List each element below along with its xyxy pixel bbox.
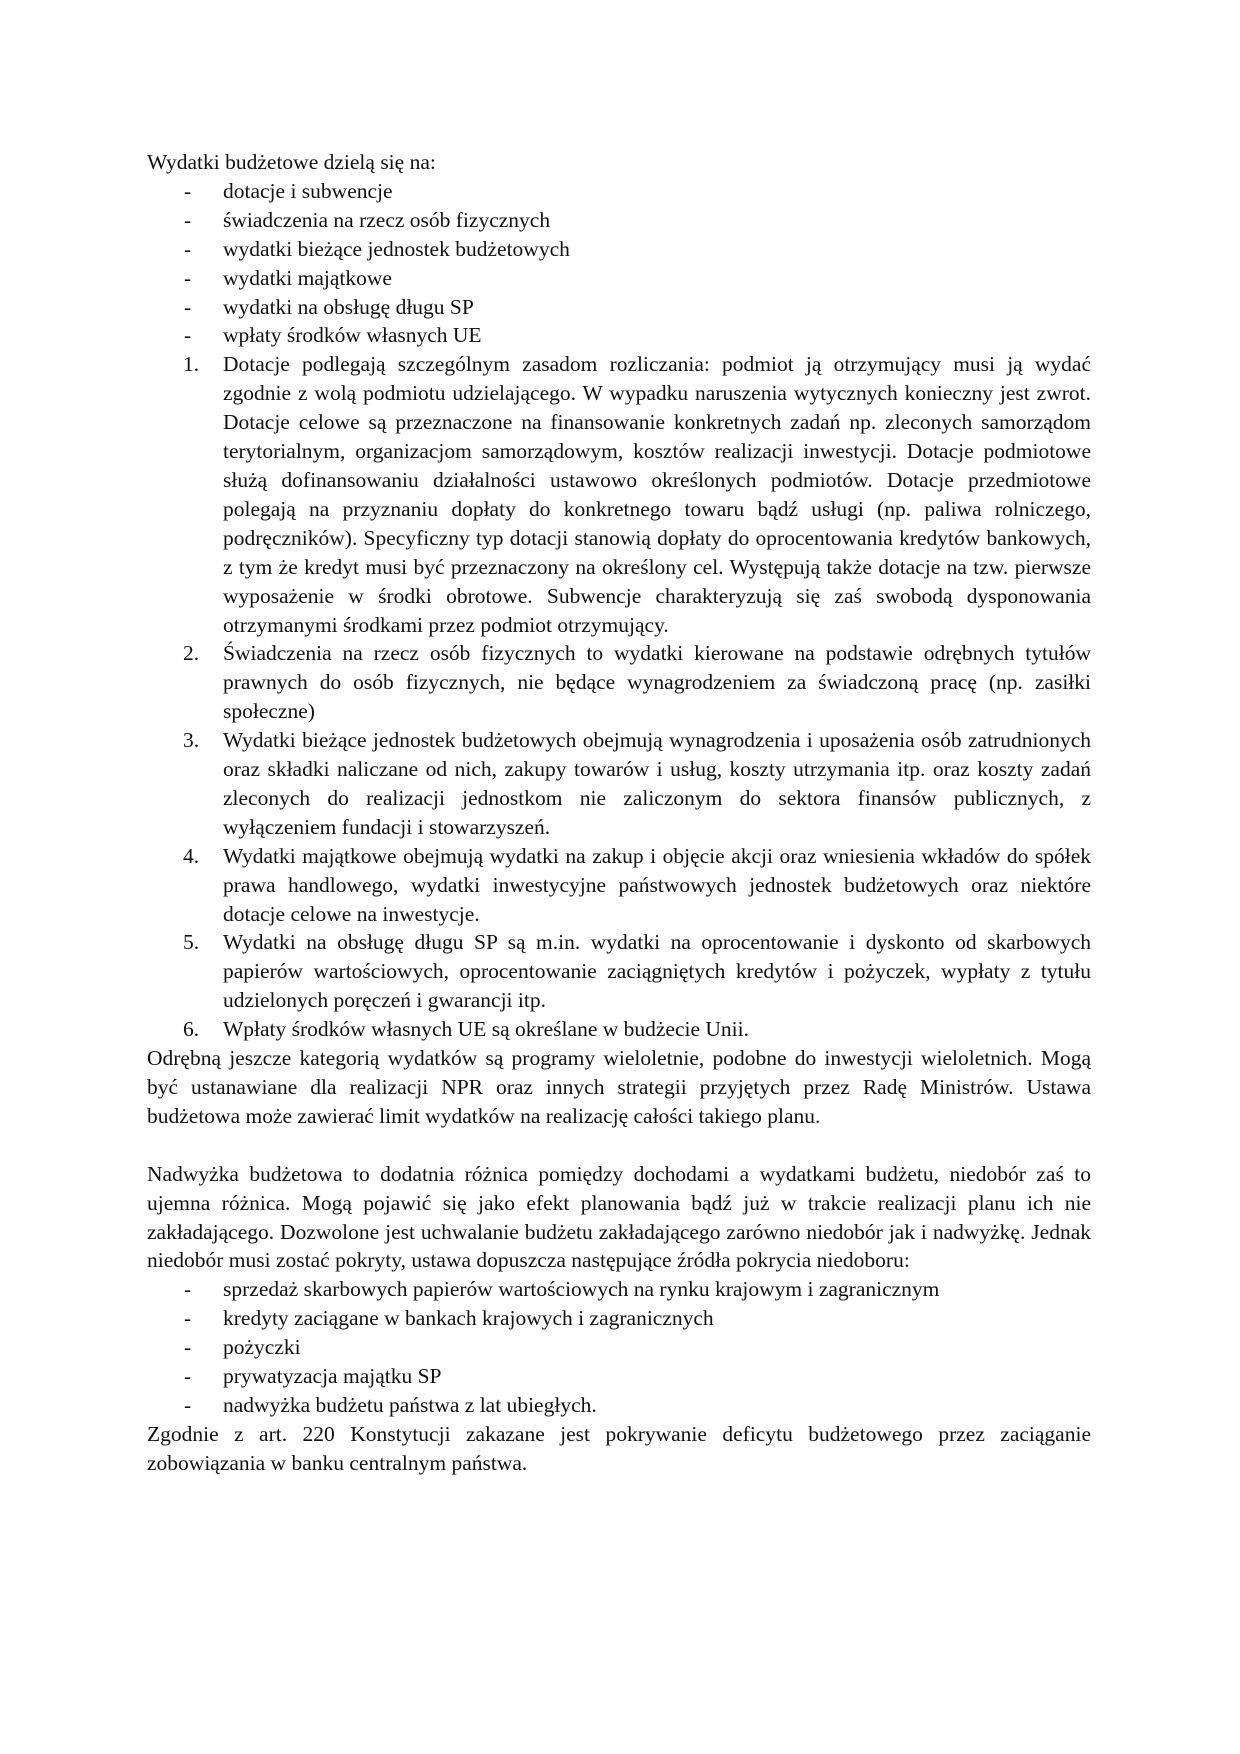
numbered-item — [147, 842, 1091, 929]
list-item-text: sprzedaż skarbowych papierów wartościowych na rynku krajowym i zagranicznym — [223, 1277, 940, 1302]
item-text: Wydatki bieżące jednostek budżetowych obejmują wynagrodzenia i uposażenia osób zatrudnionych oraz składki naliczane od nich, zakupy towarów i usług, koszty utrzymania itp. oraz koszty zadań zleconych do realizacji jednostkom nie zaliczonym do sektora finansów publicznych, z wyłączeniem fundacji i stowarzyszeń. — [223, 728, 1091, 839]
list-item-text: pożyczki — [223, 1335, 301, 1360]
item-number: 4. — [183, 843, 200, 868]
list-item-text: prywatyzacja majątku SP — [223, 1364, 442, 1389]
dash-bullet: - — [184, 207, 192, 232]
list-item-text: kredyty zaciągane w bankach krajowych i zagranicznych — [223, 1306, 714, 1331]
dash-bullet: - — [184, 1335, 192, 1360]
item-number: 6. — [183, 1017, 200, 1042]
list-item-text: świadczenia na rzecz osób fizycznych — [223, 207, 551, 232]
list-item-text: dotacje i subwencje — [223, 178, 393, 203]
intro-line: Wydatki budżetowe dzielą się na: — [147, 150, 436, 174]
item-number: 5. — [183, 930, 200, 955]
deficit-sources-list — [147, 1275, 1091, 1420]
item-text: Wydatki majątkowe obejmują wydatki na zakup i objęcie akcji oraz wniesienia wkładów do spółek prawa handlowego, wydatki inwestycyjne państwowych jednostek budżetowych oraz niektóre dotacje celowe na inwestycje. — [223, 843, 1091, 926]
list-item-text: wydatki na obsługę długu SP — [223, 294, 474, 319]
explanations-list — [147, 350, 1091, 1044]
list-item — [147, 1333, 1091, 1362]
list-item — [147, 206, 1091, 235]
multiyear-paragraph: Odrębną jeszcze kategorią wydatków są programy wieloletnie, podobne do inwestycji wieloletnich. Mogą być ustanawiane dla realizacji NPR oraz innych strategii przyjętych przez Radę Ministrów. Ustawa budżetowa może zawierać limit wydatków na realizację całości takiego planu. — [147, 1046, 1091, 1128]
dash-bullet: - — [184, 323, 192, 348]
numbered-item — [147, 1015, 1091, 1044]
list-item-text: wpłaty środków własnych UE — [223, 323, 482, 348]
item-text: Świadczenia na rzecz osób fizycznych to wydatki kierowane na podstawie odrębnych tytułów prawnych do osób fizycznych, nie będące wynagrodzeniem za świadczoną pracę (np. zasiłki społeczne) — [223, 641, 1091, 724]
blank-line — [147, 1131, 1091, 1160]
constitution-paragraph: Zgodnie z art. 220 Konstytucji zakazane jest pokrywanie deficytu budżetowego przez zaciąganie zobowiązania w banku centralnym państwa. — [147, 1421, 1091, 1475]
list-item — [147, 1391, 1091, 1420]
document-page — [147, 148, 1091, 1478]
dash-bullet: - — [184, 1392, 192, 1417]
list-item-text: nadwyżka budżetu państwa z lat ubiegłych. — [223, 1392, 597, 1417]
item-number: 1. — [183, 352, 200, 377]
numbered-item — [147, 639, 1091, 726]
list-item — [147, 1304, 1091, 1333]
item-number: 2. — [183, 641, 200, 666]
surplus-paragraph: Nadwyżka budżetowa to dodatnia różnica pomiędzy dochodami a wydatkami budżetu, niedobór zaś to ujemna różnica. Mogą pojawić się jako efekt planowania bądź już w trakcie realizacji planu ich nie zakładającego. Dozwolone jest uchwalanie budżetu zakładającego zarówno niedobór jak i nadwyżkę. Jednak niedobór musi zostać pokryty, ustawa dopuszcza następujące źródła pokrycia niedoboru: — [147, 1161, 1091, 1273]
list-item — [147, 1275, 1091, 1304]
expense-types-list — [147, 177, 1091, 350]
dash-bullet: - — [184, 265, 192, 290]
numbered-item — [147, 928, 1091, 1015]
dash-bullet: - — [184, 236, 192, 261]
list-item — [147, 293, 1091, 322]
dash-bullet: - — [184, 1306, 192, 1331]
numbered-item — [147, 350, 1091, 639]
list-item — [147, 235, 1091, 264]
list-item — [147, 264, 1091, 293]
list-item-text: wydatki bieżące jednostek budżetowych — [223, 236, 570, 261]
item-text: Dotacje podlegają szczególnym zasadom rozliczania: podmiot ją otrzymujący musi ją wydać zgodnie z wolą podmiotu udzielającego. W wypadku naruszenia wytycznych konieczny jest zwrot. Dotacje celowe są przeznaczone na finansowanie konkretnych zadań np. zleconych samorządom terytorialnym, organizacjom samorządowym, kosztów realizacji inwestycji. Dotacje podmiotowe służą dofinansowaniu działalności ustawowo określonych podmiotów. Dotacje przedmiotowe polegają na przyznaniu dopłaty do konkretnego towaru bądź usługi (np. paliwa rolniczego, podręczników). Specyficzny typ dotacji stanowią dopłaty do oprocentowania kredytów bankowych, z tym że kredyt musi być przeznaczony na określony cel. Występują także dotacje na tzw. pierwsze wyposażenie w środki obrotowe. Subwencje charakteryzują się zaś swobodą dysponowania otrzymanymi środkami przez podmiot otrzymujący. — [223, 352, 1091, 637]
list-item — [147, 321, 1091, 350]
item-text: Wpłaty środków własnych UE są określane w budżecie Unii. — [223, 1017, 750, 1042]
list-item — [147, 177, 1091, 206]
dash-bullet: - — [184, 1364, 192, 1389]
dash-bullet: - — [184, 294, 192, 319]
dash-bullet: - — [184, 1277, 192, 1302]
list-item-text: wydatki majątkowe — [223, 265, 392, 290]
list-item — [147, 1362, 1091, 1391]
numbered-item — [147, 726, 1091, 842]
item-text: Wydatki na obsługę długu SP są m.in. wydatki na oprocentowanie i dyskonto od skarbowych papierów wartościowych, oprocentowanie zaciągniętych kredytów i pożyczek, wypłaty z tytułu udzielonych poręczeń i gwarancji itp. — [223, 930, 1091, 1013]
item-number: 3. — [183, 728, 200, 753]
dash-bullet: - — [184, 178, 192, 203]
